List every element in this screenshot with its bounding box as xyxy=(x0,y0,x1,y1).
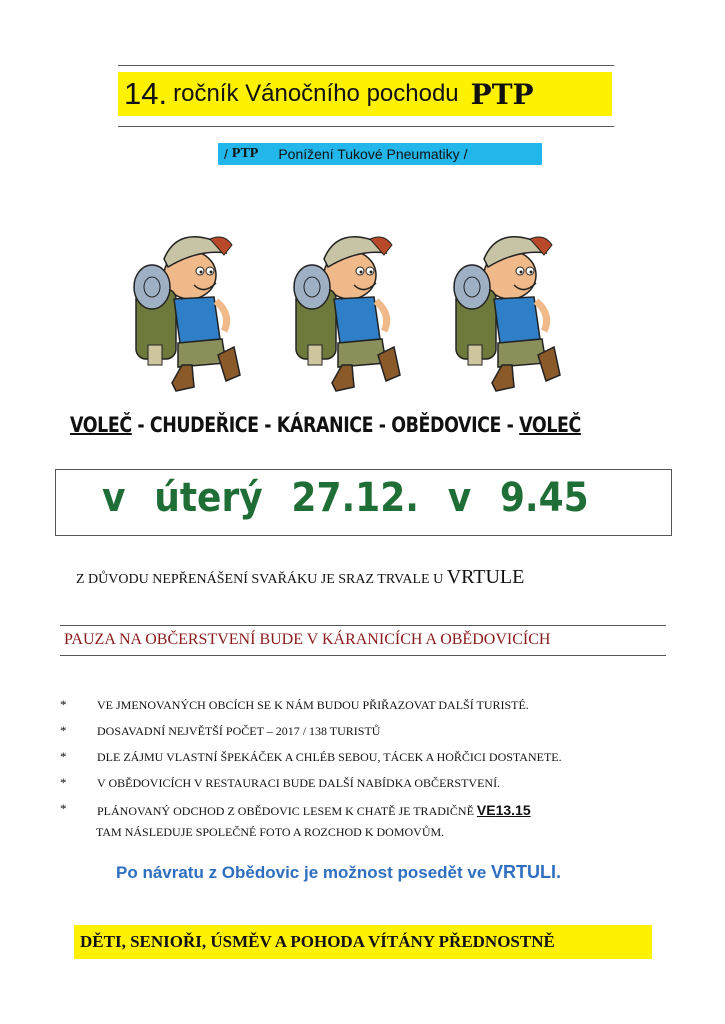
list-item-text: V OBĚDOVICÍCH V RESTAURACI BUDE DALŠÍ NABÍDKA OBČERSTVENÍ. xyxy=(97,776,501,790)
route-start: VOLEČ xyxy=(70,413,132,437)
title-brand: PTP xyxy=(470,77,534,111)
bullet-star: * xyxy=(60,775,67,790)
list-item-text xyxy=(97,802,531,819)
departure-ve: VE xyxy=(476,802,496,818)
hiker-icon xyxy=(288,215,408,405)
list-item-text: DLE ZÁJMU VLASTNÍ ŠPEKÁČEK A CHLÉB SEBOU, TÁCEK A HOŘČICI DOSTANETE. xyxy=(97,750,562,764)
title-block xyxy=(118,65,614,127)
route-separator: - xyxy=(373,413,392,437)
info-list xyxy=(60,695,680,851)
route-separator: - xyxy=(258,413,277,437)
list-item-text: DOSAVADNÍ NEJVĚTŠÍ POČET – 2017 / 138 TURISTŮ xyxy=(97,724,381,738)
title-text: ročník Vánočního pochodu xyxy=(173,80,459,107)
event-date: v úterý 27.12. v 9.45 xyxy=(102,475,589,521)
subtitle-slash: / xyxy=(224,146,228,162)
route-separator: - xyxy=(501,413,520,437)
title-number: 14. xyxy=(124,76,168,111)
bullet-star: * xyxy=(60,749,67,764)
departure-time: 13.15 xyxy=(495,802,531,818)
divider xyxy=(118,65,614,66)
bullet-star: * xyxy=(60,723,67,738)
route-separator: - xyxy=(131,413,150,437)
subtitle-meaning: Ponížení Tukové Pneumatiky xyxy=(278,146,460,162)
date-box xyxy=(55,469,672,536)
route-line xyxy=(70,413,581,437)
divider xyxy=(118,126,614,127)
welcome-banner: DĚTI, SENIOŘI, ÚSMĚV A POHODA VÍTÁNY PŘEDNOSTNĚ xyxy=(74,925,652,959)
meeting-point xyxy=(76,566,524,589)
bullet-star: * xyxy=(60,801,67,816)
route-end: VOLEČ xyxy=(519,413,581,437)
divider xyxy=(60,625,666,626)
list-item xyxy=(60,721,680,747)
route-stop: OBĚDOVICE xyxy=(391,413,502,437)
list-item xyxy=(60,695,680,721)
pause-block xyxy=(60,625,666,656)
list-item xyxy=(60,773,680,799)
meeting-place: VRTULE xyxy=(446,566,525,588)
subtitle-banner xyxy=(218,143,542,165)
pause-text: PAUZA NA OBČERSTVENÍ BUDE V KÁRANICÍCH A OBĚDOVICÍCH xyxy=(64,631,551,648)
departure-text: PLÁNOVANÝ ODCHOD Z OBĚDOVIC LESEM K CHATĚ JE TRADIČNĚ xyxy=(97,804,474,818)
route-stop: KÁRANICE xyxy=(276,413,374,437)
meeting-text: Z DŮVODU NEPŘENÁŠENÍ SVAŘÁKU JE SRAZ TRVALE U xyxy=(76,572,444,587)
page-title xyxy=(118,72,612,116)
after-note xyxy=(116,862,561,883)
after-place: VRTULI. xyxy=(491,862,562,882)
after-text: Po návratu z Obědovic je možnost posedět ve xyxy=(116,863,487,882)
hiker-icon xyxy=(448,215,568,405)
subtitle-abbr: PTP xyxy=(231,146,259,161)
hiker-icon xyxy=(128,215,248,405)
list-item-continuation xyxy=(60,825,680,851)
bullet-star: * xyxy=(60,697,67,712)
subtitle-slash: / xyxy=(463,146,468,162)
list-item-text: VE JMENOVANÝCH OBCÍCH SE K NÁM BUDOU PŘIŘAZOVAT DALŠÍ TURISTÉ. xyxy=(97,698,529,712)
hikers-illustration xyxy=(128,215,598,410)
list-item xyxy=(60,799,680,825)
divider xyxy=(60,655,666,656)
route-stop: CHUDEŘICE xyxy=(149,413,259,437)
list-item-text: TAM NÁSLEDUJE SPOLEČNÉ FOTO A ROZCHOD K DOMOVŮM. xyxy=(96,825,445,839)
list-item xyxy=(60,747,680,773)
